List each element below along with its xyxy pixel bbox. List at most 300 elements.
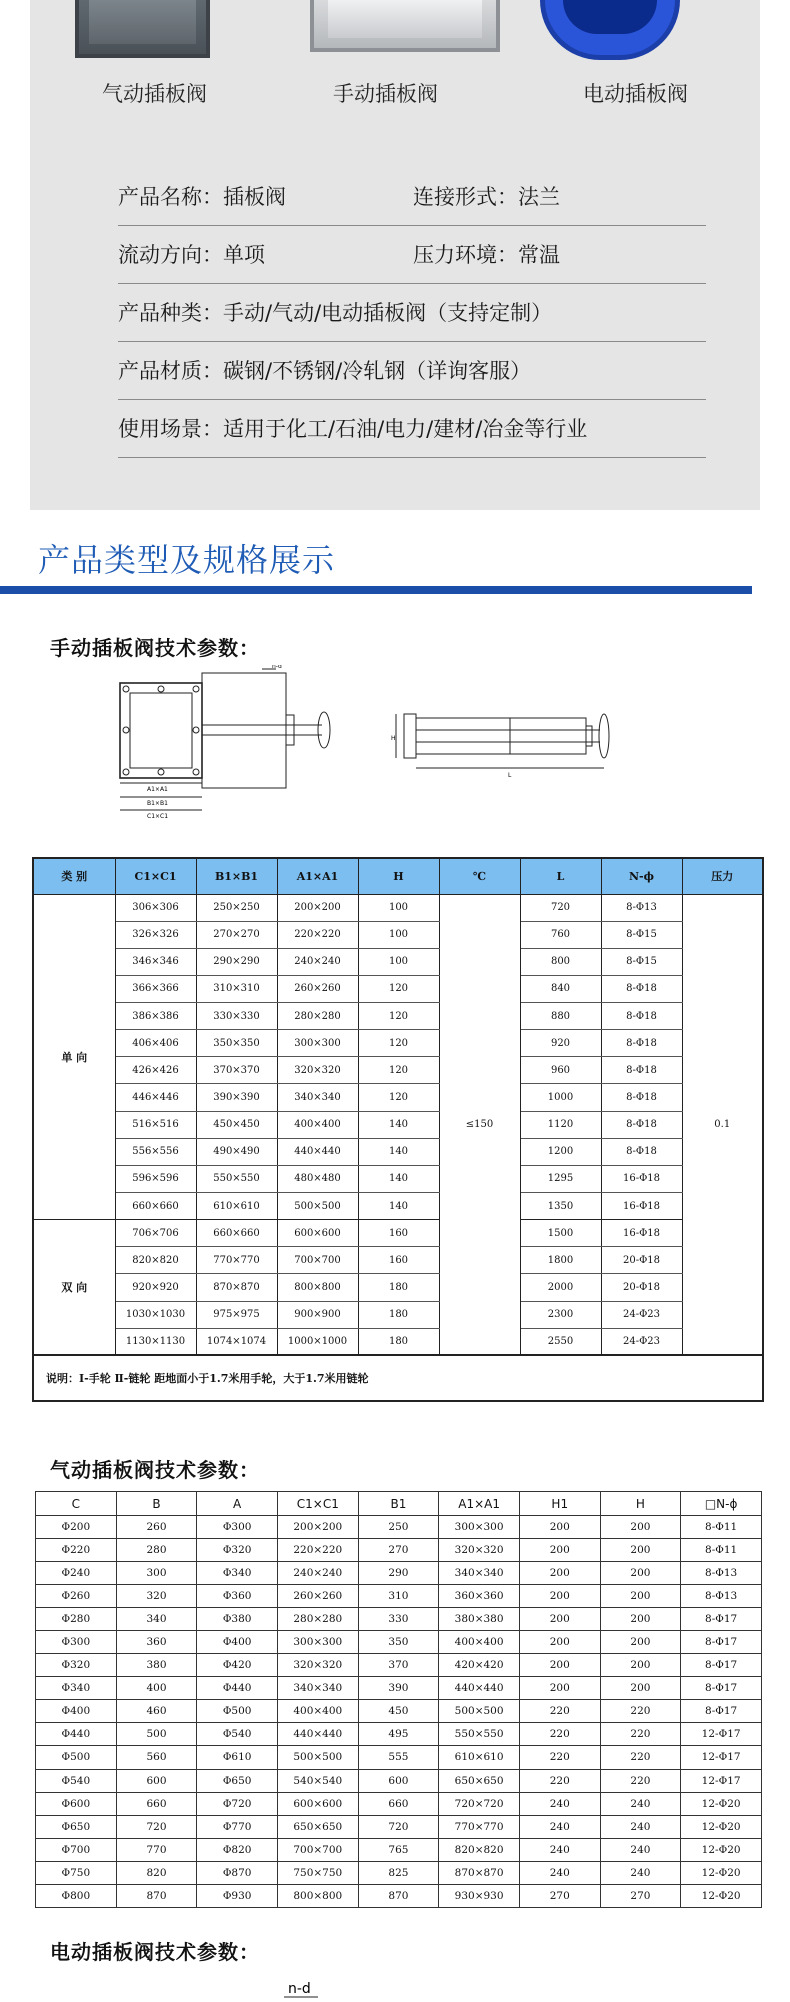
electric-valve-photo <box>540 0 680 60</box>
l-cell: 800 <box>520 948 601 975</box>
c1c1-cell: 750×750 <box>277 1861 358 1884</box>
h1-cell: 240 <box>519 1838 600 1861</box>
c1-cell: 306×306 <box>115 894 196 921</box>
b-cell: 380 <box>116 1654 197 1677</box>
pneumatic-table-row <box>36 1723 762 1746</box>
nphi-cell: 12-Φ17 <box>681 1723 762 1746</box>
a1a1-cell: 400×400 <box>439 1631 520 1654</box>
h-cell: 100 <box>358 894 439 921</box>
manual-table-row <box>33 1328 763 1355</box>
a1a1-cell: 300×300 <box>439 1516 520 1539</box>
pneumatic-table-row <box>36 1654 762 1677</box>
col-a1: A1×A1 <box>277 858 358 894</box>
b1-cell: 450×450 <box>196 1111 277 1138</box>
category-cell: 双 向 <box>33 1220 115 1356</box>
nphi-cell: 8-Φ17 <box>681 1631 762 1654</box>
c1-cell: 556×556 <box>115 1138 196 1165</box>
pneumatic-table-row <box>36 1608 762 1631</box>
c-cell: Φ650 <box>36 1815 117 1838</box>
diagram-label-nd: n-d <box>272 665 282 670</box>
h1-cell: 200 <box>519 1516 600 1539</box>
pneumatic-table-row <box>36 1700 762 1723</box>
h-cell: 200 <box>600 1654 681 1677</box>
manual-table-row <box>33 975 763 1002</box>
table-note: 说明：Ⅰ-手轮 Ⅱ-链轮 距地面小于1.7米用手轮，大于1.7米用链轮 <box>33 1355 763 1401</box>
nphi-cell: 24-Φ23 <box>601 1301 682 1328</box>
b-cell: 870 <box>116 1884 197 1907</box>
l-cell: 880 <box>520 1003 601 1030</box>
manual-table-note-row <box>33 1355 763 1401</box>
h-cell: 240 <box>600 1815 681 1838</box>
a-cell: Φ380 <box>197 1608 278 1631</box>
col-h1: H1 <box>519 1492 600 1516</box>
b1-cell: 495 <box>358 1723 439 1746</box>
b-cell: 660 <box>116 1792 197 1815</box>
b1-cell: 870×870 <box>196 1274 277 1301</box>
c1c1-cell: 700×700 <box>277 1838 358 1861</box>
info-row-direction <box>118 226 706 284</box>
col-pressure: 压力 <box>682 858 763 894</box>
col-h: H <box>600 1492 681 1516</box>
h1-cell: 270 <box>519 1884 600 1907</box>
h-cell: 240 <box>600 1838 681 1861</box>
info-row-usage <box>118 400 706 458</box>
col-nphi: N-ϕ <box>601 858 682 894</box>
section-title: 产品类型及规格展示 <box>38 541 336 579</box>
b-cell: 400 <box>116 1677 197 1700</box>
b1-cell: 765 <box>358 1838 439 1861</box>
h-cell: 200 <box>600 1539 681 1562</box>
nphi-cell: 12-Φ20 <box>681 1838 762 1861</box>
h-cell: 240 <box>600 1792 681 1815</box>
a1-cell: 340×340 <box>277 1084 358 1111</box>
manual-table-row <box>33 1138 763 1165</box>
b1-cell: 310 <box>358 1585 439 1608</box>
b1-cell: 270 <box>358 1539 439 1562</box>
pneumatic-table-row <box>36 1815 762 1838</box>
col-temp: ℃ <box>439 858 520 894</box>
l-cell: 1800 <box>520 1247 601 1274</box>
col-l: L <box>520 858 601 894</box>
a-cell: Φ500 <box>197 1700 278 1723</box>
nphi-cell: 8-Φ18 <box>601 1030 682 1057</box>
c1-cell: 386×386 <box>115 1003 196 1030</box>
a1-cell: 200×200 <box>277 894 358 921</box>
product-label-electric: 电动插板阀 <box>583 82 688 106</box>
electric-valve-diagram <box>270 1975 330 2002</box>
pneumatic-table-row <box>36 1516 762 1539</box>
a1a1-cell: 820×820 <box>439 1838 520 1861</box>
b-cell: 720 <box>116 1815 197 1838</box>
col-c1c1: C1×C1 <box>277 1492 358 1516</box>
b1-cell: 270×270 <box>196 921 277 948</box>
h1-cell: 200 <box>519 1608 600 1631</box>
h-cell: 220 <box>600 1700 681 1723</box>
manual-table-row <box>33 921 763 948</box>
b-cell: 770 <box>116 1838 197 1861</box>
h1-cell: 200 <box>519 1654 600 1677</box>
a1-cell: 1000×1000 <box>277 1328 358 1355</box>
a1-cell: 400×400 <box>277 1111 358 1138</box>
electric-spec-title: 电动插板阀技术参数： <box>50 1940 260 1964</box>
h-cell: 140 <box>358 1111 439 1138</box>
c-cell: Φ320 <box>36 1654 117 1677</box>
manual-table-row <box>33 1247 763 1274</box>
l-cell: 720 <box>520 894 601 921</box>
a-cell: Φ360 <box>197 1585 278 1608</box>
h-cell: 140 <box>358 1193 439 1220</box>
b1-cell: 250 <box>358 1516 439 1539</box>
b1-cell: 450 <box>358 1700 439 1723</box>
h1-cell: 200 <box>519 1562 600 1585</box>
a1-cell: 500×500 <box>277 1193 358 1220</box>
h-cell: 120 <box>358 1003 439 1030</box>
c1c1-cell: 600×600 <box>277 1792 358 1815</box>
h-cell: 160 <box>358 1247 439 1274</box>
c1c1-cell: 340×340 <box>277 1677 358 1700</box>
b1-cell: 290×290 <box>196 948 277 975</box>
b1-cell: 330 <box>358 1608 439 1631</box>
nphi-cell: 8-Φ13 <box>681 1585 762 1608</box>
l-cell: 1295 <box>520 1165 601 1192</box>
c1c1-cell: 220×220 <box>277 1539 358 1562</box>
manual-spec-table <box>32 857 764 1402</box>
pneumatic-table-row <box>36 1562 762 1585</box>
l-cell: 2550 <box>520 1328 601 1355</box>
l-cell: 1200 <box>520 1138 601 1165</box>
b1-cell: 770×770 <box>196 1247 277 1274</box>
l-cell: 1350 <box>520 1193 601 1220</box>
a1-cell: 220×220 <box>277 921 358 948</box>
c1c1-cell: 400×400 <box>277 1700 358 1723</box>
c-cell: Φ800 <box>36 1884 117 1907</box>
manual-table-row <box>33 1274 763 1301</box>
a1-cell: 800×800 <box>277 1274 358 1301</box>
nphi-cell: 8-Φ18 <box>601 1057 682 1084</box>
h-cell: 220 <box>600 1723 681 1746</box>
nphi-cell: 8-Φ17 <box>681 1654 762 1677</box>
manual-table-row <box>33 1301 763 1328</box>
diagram-label-a: A1×A1 <box>147 786 168 793</box>
col-nphi: □N-ϕ <box>681 1492 762 1516</box>
a1a1-cell: 650×650 <box>439 1769 520 1792</box>
a1a1-cell: 320×320 <box>439 1539 520 1562</box>
info-product-type: 产品种类：手动/气动/电动插板阀（支持定制） <box>118 301 553 325</box>
nphi-cell: 20-Φ18 <box>601 1274 682 1301</box>
col-c: C <box>36 1492 117 1516</box>
h-cell: 220 <box>600 1769 681 1792</box>
a1a1-cell: 500×500 <box>439 1700 520 1723</box>
b1-cell: 370 <box>358 1654 439 1677</box>
col-b1: B1 <box>358 1492 439 1516</box>
h-cell: 200 <box>600 1608 681 1631</box>
h1-cell: 240 <box>519 1815 600 1838</box>
h-cell: 180 <box>358 1328 439 1355</box>
b1-cell: 390 <box>358 1677 439 1700</box>
col-a: A <box>197 1492 278 1516</box>
a-cell: Φ930 <box>197 1884 278 1907</box>
a1-cell: 300×300 <box>277 1030 358 1057</box>
a1-cell: 260×260 <box>277 975 358 1002</box>
c-cell: Φ260 <box>36 1585 117 1608</box>
h-cell: 140 <box>358 1165 439 1192</box>
diagram-label-h: H <box>391 735 396 742</box>
b-cell: 460 <box>116 1700 197 1723</box>
c1c1-cell: 540×540 <box>277 1769 358 1792</box>
h1-cell: 200 <box>519 1631 600 1654</box>
h-cell: 120 <box>358 1057 439 1084</box>
c1c1-cell: 440×440 <box>277 1723 358 1746</box>
l-cell: 1500 <box>520 1220 601 1247</box>
nphi-cell: 8-Φ18 <box>601 1084 682 1111</box>
c-cell: Φ200 <box>36 1516 117 1539</box>
b-cell: 320 <box>116 1585 197 1608</box>
nphi-cell: 12-Φ20 <box>681 1792 762 1815</box>
h-cell: 180 <box>358 1301 439 1328</box>
nphi-cell: 8-Φ18 <box>601 1138 682 1165</box>
nphi-cell: 8-Φ17 <box>681 1677 762 1700</box>
pneumatic-table-row <box>36 1631 762 1654</box>
c1-cell: 516×516 <box>115 1111 196 1138</box>
c1-cell: 660×660 <box>115 1193 196 1220</box>
manual-spec-title: 手动插板阀技术参数： <box>50 636 260 660</box>
c1-cell: 920×920 <box>115 1274 196 1301</box>
c1c1-cell: 300×300 <box>277 1631 358 1654</box>
c-cell: Φ400 <box>36 1700 117 1723</box>
nphi-cell: 8-Φ11 <box>681 1539 762 1562</box>
b1-cell: 600 <box>358 1769 439 1792</box>
a-cell: Φ610 <box>197 1746 278 1769</box>
a1a1-cell: 340×340 <box>439 1562 520 1585</box>
manual-valve-photo <box>310 0 500 52</box>
l-cell: 960 <box>520 1057 601 1084</box>
c-cell: Φ300 <box>36 1631 117 1654</box>
l-cell: 1120 <box>520 1111 601 1138</box>
a1-cell: 440×440 <box>277 1138 358 1165</box>
l-cell: 840 <box>520 975 601 1002</box>
c1c1-cell: 800×800 <box>277 1884 358 1907</box>
col-b1: B1×B1 <box>196 858 277 894</box>
pneumatic-table-row <box>36 1838 762 1861</box>
a1-cell: 320×320 <box>277 1057 358 1084</box>
c1-cell: 446×446 <box>115 1084 196 1111</box>
h-cell: 270 <box>600 1884 681 1907</box>
a-cell: Φ540 <box>197 1723 278 1746</box>
b1-cell: 975×975 <box>196 1301 277 1328</box>
b1-cell: 720 <box>358 1815 439 1838</box>
info-product-name: 产品名称：插板阀 <box>118 185 286 209</box>
c1c1-cell: 260×260 <box>277 1585 358 1608</box>
c-cell: Φ280 <box>36 1608 117 1631</box>
pneumatic-table-row <box>36 1769 762 1792</box>
diagram-label-b: B1×B1 <box>147 800 168 807</box>
a-cell: Φ440 <box>197 1677 278 1700</box>
a-cell: Φ770 <box>197 1815 278 1838</box>
nphi-cell: 24-Φ23 <box>601 1328 682 1355</box>
nphi-cell: 16-Φ18 <box>601 1220 682 1247</box>
section-divider <box>0 586 752 594</box>
category-cell: 单 向 <box>33 894 115 1220</box>
b-cell: 260 <box>116 1516 197 1539</box>
a-cell: Φ420 <box>197 1654 278 1677</box>
c-cell: Φ220 <box>36 1539 117 1562</box>
diagram-label-l: L <box>508 772 512 779</box>
info-usage: 使用场景：适用于化工/石油/电力/建材/冶金等行业 <box>118 417 588 441</box>
a-cell: Φ720 <box>197 1792 278 1815</box>
a1a1-cell: 440×440 <box>439 1677 520 1700</box>
c-cell: Φ750 <box>36 1861 117 1884</box>
manual-valve-front-diagram <box>112 665 352 825</box>
b-cell: 560 <box>116 1746 197 1769</box>
pneumatic-table-row <box>36 1861 762 1884</box>
info-row-material <box>118 342 706 400</box>
h1-cell: 240 <box>519 1792 600 1815</box>
nphi-cell: 12-Φ20 <box>681 1884 762 1907</box>
h-cell: 120 <box>358 975 439 1002</box>
c1-cell: 326×326 <box>115 921 196 948</box>
a-cell: Φ340 <box>197 1562 278 1585</box>
c1c1-cell: 650×650 <box>277 1815 358 1838</box>
l-cell: 760 <box>520 921 601 948</box>
nphi-cell: 8-Φ13 <box>601 894 682 921</box>
pneumatic-table-header <box>36 1492 762 1516</box>
a1-cell: 900×900 <box>277 1301 358 1328</box>
h1-cell: 240 <box>519 1861 600 1884</box>
product-overview-panel <box>30 0 760 510</box>
manual-table-row <box>33 1057 763 1084</box>
b1-cell: 330×330 <box>196 1003 277 1030</box>
nphi-cell: 8-Φ15 <box>601 921 682 948</box>
h-cell: 200 <box>600 1631 681 1654</box>
b1-cell: 1074×1074 <box>196 1328 277 1355</box>
info-row-type <box>118 284 706 342</box>
pneumatic-table-row <box>36 1585 762 1608</box>
b1-cell: 310×310 <box>196 975 277 1002</box>
c-cell: Φ600 <box>36 1792 117 1815</box>
manual-table-row <box>33 894 763 921</box>
col-c1: C1×C1 <box>115 858 196 894</box>
c1-cell: 820×820 <box>115 1247 196 1274</box>
c-cell: Φ500 <box>36 1746 117 1769</box>
a1a1-cell: 420×420 <box>439 1654 520 1677</box>
nphi-cell: 8-Φ13 <box>681 1562 762 1585</box>
a1a1-cell: 610×610 <box>439 1746 520 1769</box>
b1-cell: 870 <box>358 1884 439 1907</box>
c1c1-cell: 240×240 <box>277 1562 358 1585</box>
nphi-cell: 8-Φ18 <box>601 1003 682 1030</box>
pneumatic-table-row <box>36 1539 762 1562</box>
a1-cell: 600×600 <box>277 1220 358 1247</box>
c1-cell: 706×706 <box>115 1220 196 1247</box>
c-cell: Φ700 <box>36 1838 117 1861</box>
c1-cell: 366×366 <box>115 975 196 1002</box>
nphi-cell: 12-Φ20 <box>681 1861 762 1884</box>
pneumatic-table-row <box>36 1677 762 1700</box>
a1a1-cell: 930×930 <box>439 1884 520 1907</box>
info-flow-direction: 流动方向：单项 <box>118 243 265 267</box>
nphi-cell: 8-Φ17 <box>681 1608 762 1631</box>
b1-cell: 555 <box>358 1746 439 1769</box>
c1-cell: 596×596 <box>115 1165 196 1192</box>
a-cell: Φ300 <box>197 1516 278 1539</box>
h-cell: 120 <box>358 1084 439 1111</box>
pneumatic-table-row <box>36 1746 762 1769</box>
a1-cell: 280×280 <box>277 1003 358 1030</box>
product-label-manual: 手动插板阀 <box>333 82 438 106</box>
a1-cell: 480×480 <box>277 1165 358 1192</box>
c1c1-cell: 200×200 <box>277 1516 358 1539</box>
c-cell: Φ240 <box>36 1562 117 1585</box>
manual-table-row <box>33 1084 763 1111</box>
a-cell: Φ320 <box>197 1539 278 1562</box>
h-cell: 180 <box>358 1274 439 1301</box>
h1-cell: 220 <box>519 1723 600 1746</box>
b-cell: 360 <box>116 1631 197 1654</box>
a1a1-cell: 550×550 <box>439 1723 520 1746</box>
b1-cell: 370×370 <box>196 1057 277 1084</box>
manual-table-row <box>33 1165 763 1192</box>
c1-cell: 346×346 <box>115 948 196 975</box>
b-cell: 820 <box>116 1861 197 1884</box>
nphi-cell: 8-Φ18 <box>601 1111 682 1138</box>
c1c1-cell: 280×280 <box>277 1608 358 1631</box>
b1-cell: 550×550 <box>196 1165 277 1192</box>
a-cell: Φ870 <box>197 1861 278 1884</box>
manual-table-row <box>33 1220 763 1247</box>
b1-cell: 350×350 <box>196 1030 277 1057</box>
a-cell: Φ400 <box>197 1631 278 1654</box>
col-category: 类 别 <box>33 858 115 894</box>
col-h: H <box>358 858 439 894</box>
h1-cell: 200 <box>519 1585 600 1608</box>
col-a1a1: A1×A1 <box>439 1492 520 1516</box>
c1-cell: 426×426 <box>115 1057 196 1084</box>
info-material: 产品材质：碳钢/不锈钢/冷轧钢（详询客服） <box>118 359 532 383</box>
b1-cell: 610×610 <box>196 1193 277 1220</box>
c1-cell: 1130×1130 <box>115 1328 196 1355</box>
c-cell: Φ440 <box>36 1723 117 1746</box>
c-cell: Φ540 <box>36 1769 117 1792</box>
c1c1-cell: 320×320 <box>277 1654 358 1677</box>
pneumatic-table-row <box>36 1792 762 1815</box>
a1a1-cell: 360×360 <box>439 1585 520 1608</box>
h-cell: 240 <box>600 1861 681 1884</box>
nphi-cell: 16-Φ18 <box>601 1193 682 1220</box>
pressure-cell: 0.1 <box>682 894 763 1355</box>
l-cell: 2000 <box>520 1274 601 1301</box>
pneumatic-spec-table <box>35 1491 762 1908</box>
manual-table-row <box>33 1003 763 1030</box>
a1-cell: 240×240 <box>277 948 358 975</box>
h-cell: 220 <box>600 1746 681 1769</box>
manual-table-row <box>33 1193 763 1220</box>
diagram-label-c: C1×C1 <box>147 813 169 820</box>
h1-cell: 200 <box>519 1677 600 1700</box>
b1-cell: 490×490 <box>196 1138 277 1165</box>
info-pressure-env: 压力环境：常温 <box>413 243 560 267</box>
l-cell: 920 <box>520 1030 601 1057</box>
a1a1-cell: 870×870 <box>439 1861 520 1884</box>
b-cell: 280 <box>116 1539 197 1562</box>
a-cell: Φ650 <box>197 1769 278 1792</box>
b1-cell: 660×660 <box>196 1220 277 1247</box>
h1-cell: 220 <box>519 1769 600 1792</box>
c1c1-cell: 500×500 <box>277 1746 358 1769</box>
a1-cell: 700×700 <box>277 1247 358 1274</box>
b-cell: 300 <box>116 1562 197 1585</box>
l-cell: 2300 <box>520 1301 601 1328</box>
a1a1-cell: 770×770 <box>439 1815 520 1838</box>
